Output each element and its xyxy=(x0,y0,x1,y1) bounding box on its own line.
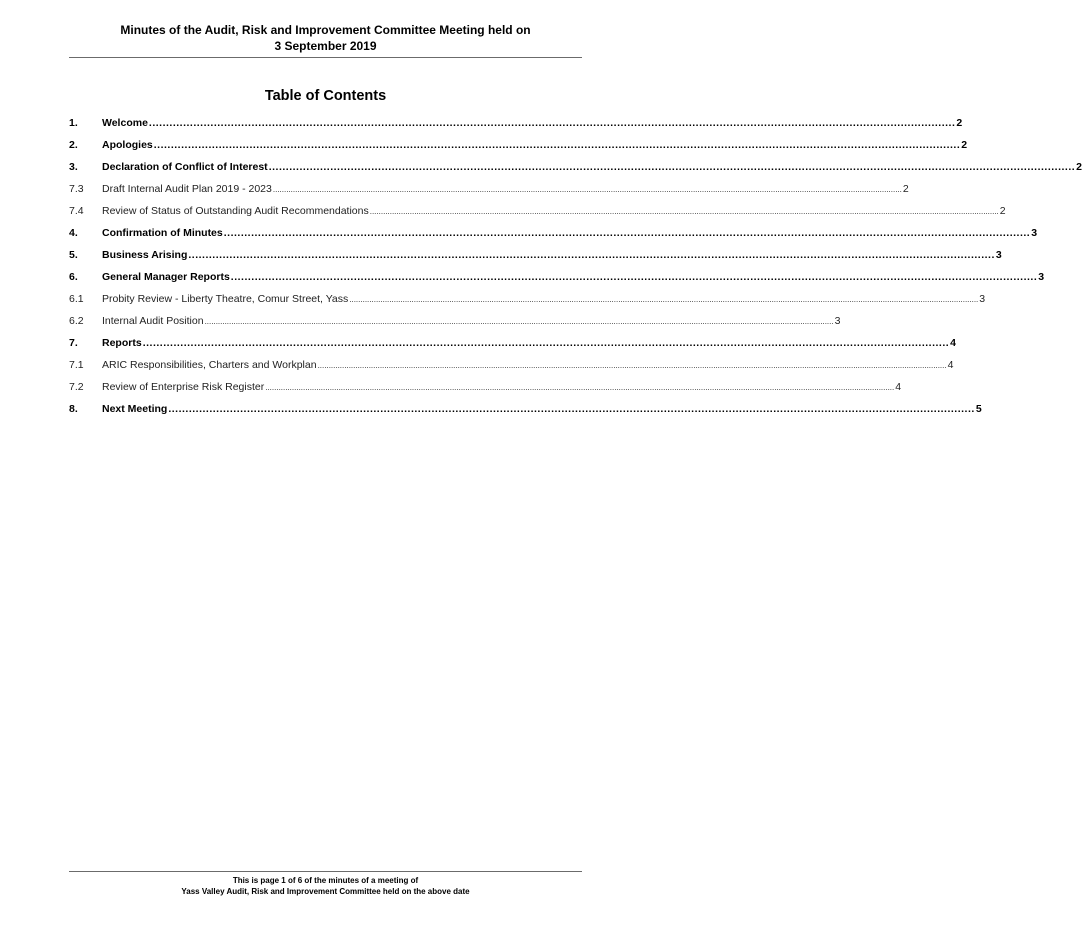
toc-entry-number: 8. xyxy=(69,403,78,415)
toc-entry-number: 7.1 xyxy=(69,359,84,371)
toc-entry-number: 7.2 xyxy=(69,381,84,393)
toc-entry-title: Internal Audit Position xyxy=(102,315,204,327)
toc-entry-page-number: 4 xyxy=(950,337,956,349)
toc-dot-leader xyxy=(269,161,1075,174)
toc-entry-title: Confirmation of Minutes xyxy=(102,227,223,239)
toc-entry-number: 2. xyxy=(69,139,78,151)
toc-entry[interactable] xyxy=(69,262,1045,284)
toc-entry[interactable] xyxy=(69,108,963,130)
toc-dot-leader xyxy=(349,293,978,306)
toc-entry-page-number: 4 xyxy=(947,359,954,371)
toc-entry-number: 7.3 xyxy=(69,183,84,195)
toc-entry-title: Review of Enterprise Risk Register xyxy=(102,381,265,393)
toc-entry[interactable] xyxy=(69,372,902,394)
toc-heading: Table of Contents xyxy=(264,88,387,104)
header-divider xyxy=(69,57,582,58)
toc-dot-leader xyxy=(318,359,947,372)
toc-entry[interactable] xyxy=(69,394,982,416)
toc-entry-title: Next Meeting xyxy=(102,403,168,415)
toc-entry-title: Probity Review - Liberty Theatre, Comur Street, Yass xyxy=(102,293,349,305)
toc-entry-title: General Manager Reports xyxy=(102,271,230,283)
toc-entry-number: 4. xyxy=(69,227,78,239)
page-footer xyxy=(69,875,582,897)
toc-entry-page-number: 3 xyxy=(1038,271,1045,283)
toc-entry[interactable] xyxy=(69,328,956,350)
toc-entry-title: Business Arising xyxy=(102,249,188,261)
toc-entry-page-number: 3 xyxy=(834,315,841,327)
toc-entry-page-number: 4 xyxy=(895,381,902,393)
footer-committee-line: Yass Valley Audit, Risk and Improvement Committee held on the above date xyxy=(181,887,470,896)
toc-dot-leader xyxy=(205,315,834,328)
toc-entry-number: 7. xyxy=(69,337,78,349)
toc-entry-title: Welcome xyxy=(102,117,148,129)
page-header xyxy=(69,22,582,54)
toc-entry[interactable] xyxy=(69,306,841,328)
toc-dot-leader xyxy=(168,403,974,416)
toc-entry[interactable] xyxy=(69,174,909,196)
toc-entry-page-number: 2 xyxy=(1076,161,1082,173)
toc-entry-page-number: 5 xyxy=(975,403,982,415)
toc-dot-leader xyxy=(370,205,999,218)
toc-dot-leader xyxy=(149,117,955,130)
toc-entry-page-number: 3 xyxy=(995,249,1002,261)
table-of-contents xyxy=(69,108,1082,416)
toc-dot-leader xyxy=(265,381,894,394)
toc-entry-number: 6.2 xyxy=(69,315,84,327)
toc-dot-leader xyxy=(143,337,949,350)
toc-entry-page-number: 2 xyxy=(961,139,968,151)
toc-entry-title: Review of Status of Outstanding Audit Recommendations xyxy=(102,205,369,217)
toc-entry-title: Draft Internal Audit Plan 2019 - 2023 xyxy=(102,183,272,195)
toc-entry-number: 3. xyxy=(69,161,78,173)
toc-entry-number: 1. xyxy=(69,117,78,129)
header-date-line: 3 September 2019 xyxy=(274,39,377,53)
toc-entry[interactable] xyxy=(69,130,968,152)
toc-entry-page-number: 2 xyxy=(902,183,909,195)
toc-entry-page-number: 2 xyxy=(999,205,1006,217)
toc-dot-leader xyxy=(188,249,994,262)
footer-page-info: This is page 1 of 6 of the minutes of a meeting of xyxy=(232,876,419,885)
toc-entry-number: 6.1 xyxy=(69,293,84,305)
toc-dot-leader xyxy=(231,271,1037,284)
toc-entry-number: 5. xyxy=(69,249,78,261)
footer-divider xyxy=(69,871,582,872)
toc-entry-page-number: 2 xyxy=(956,117,963,129)
toc-entry-title: ARIC Responsibilities, Charters and Workplan xyxy=(102,359,317,371)
toc-dot-leader xyxy=(154,139,960,152)
toc-entry[interactable] xyxy=(69,218,1038,240)
toc-entry-number: 6. xyxy=(69,271,78,283)
toc-entry[interactable] xyxy=(69,152,1082,174)
toc-entry[interactable] xyxy=(69,196,1006,218)
toc-entry-title: Reports xyxy=(102,337,142,349)
toc-dot-leader xyxy=(273,183,902,196)
toc-dot-leader xyxy=(224,227,1030,240)
toc-entry-number: 7.4 xyxy=(69,205,84,217)
toc-entry[interactable] xyxy=(69,350,954,372)
toc-entry-title: Declaration of Conflict of Interest xyxy=(102,161,268,173)
toc-entry[interactable] xyxy=(69,240,1002,262)
toc-entry[interactable] xyxy=(69,284,986,306)
toc-entry-page-number: 3 xyxy=(1031,227,1038,239)
toc-entry-title: Apologies xyxy=(102,139,153,151)
header-title-line: Minutes of the Audit, Risk and Improvement Committee Meeting held on xyxy=(120,23,531,37)
toc-entry-page-number: 3 xyxy=(979,293,986,305)
